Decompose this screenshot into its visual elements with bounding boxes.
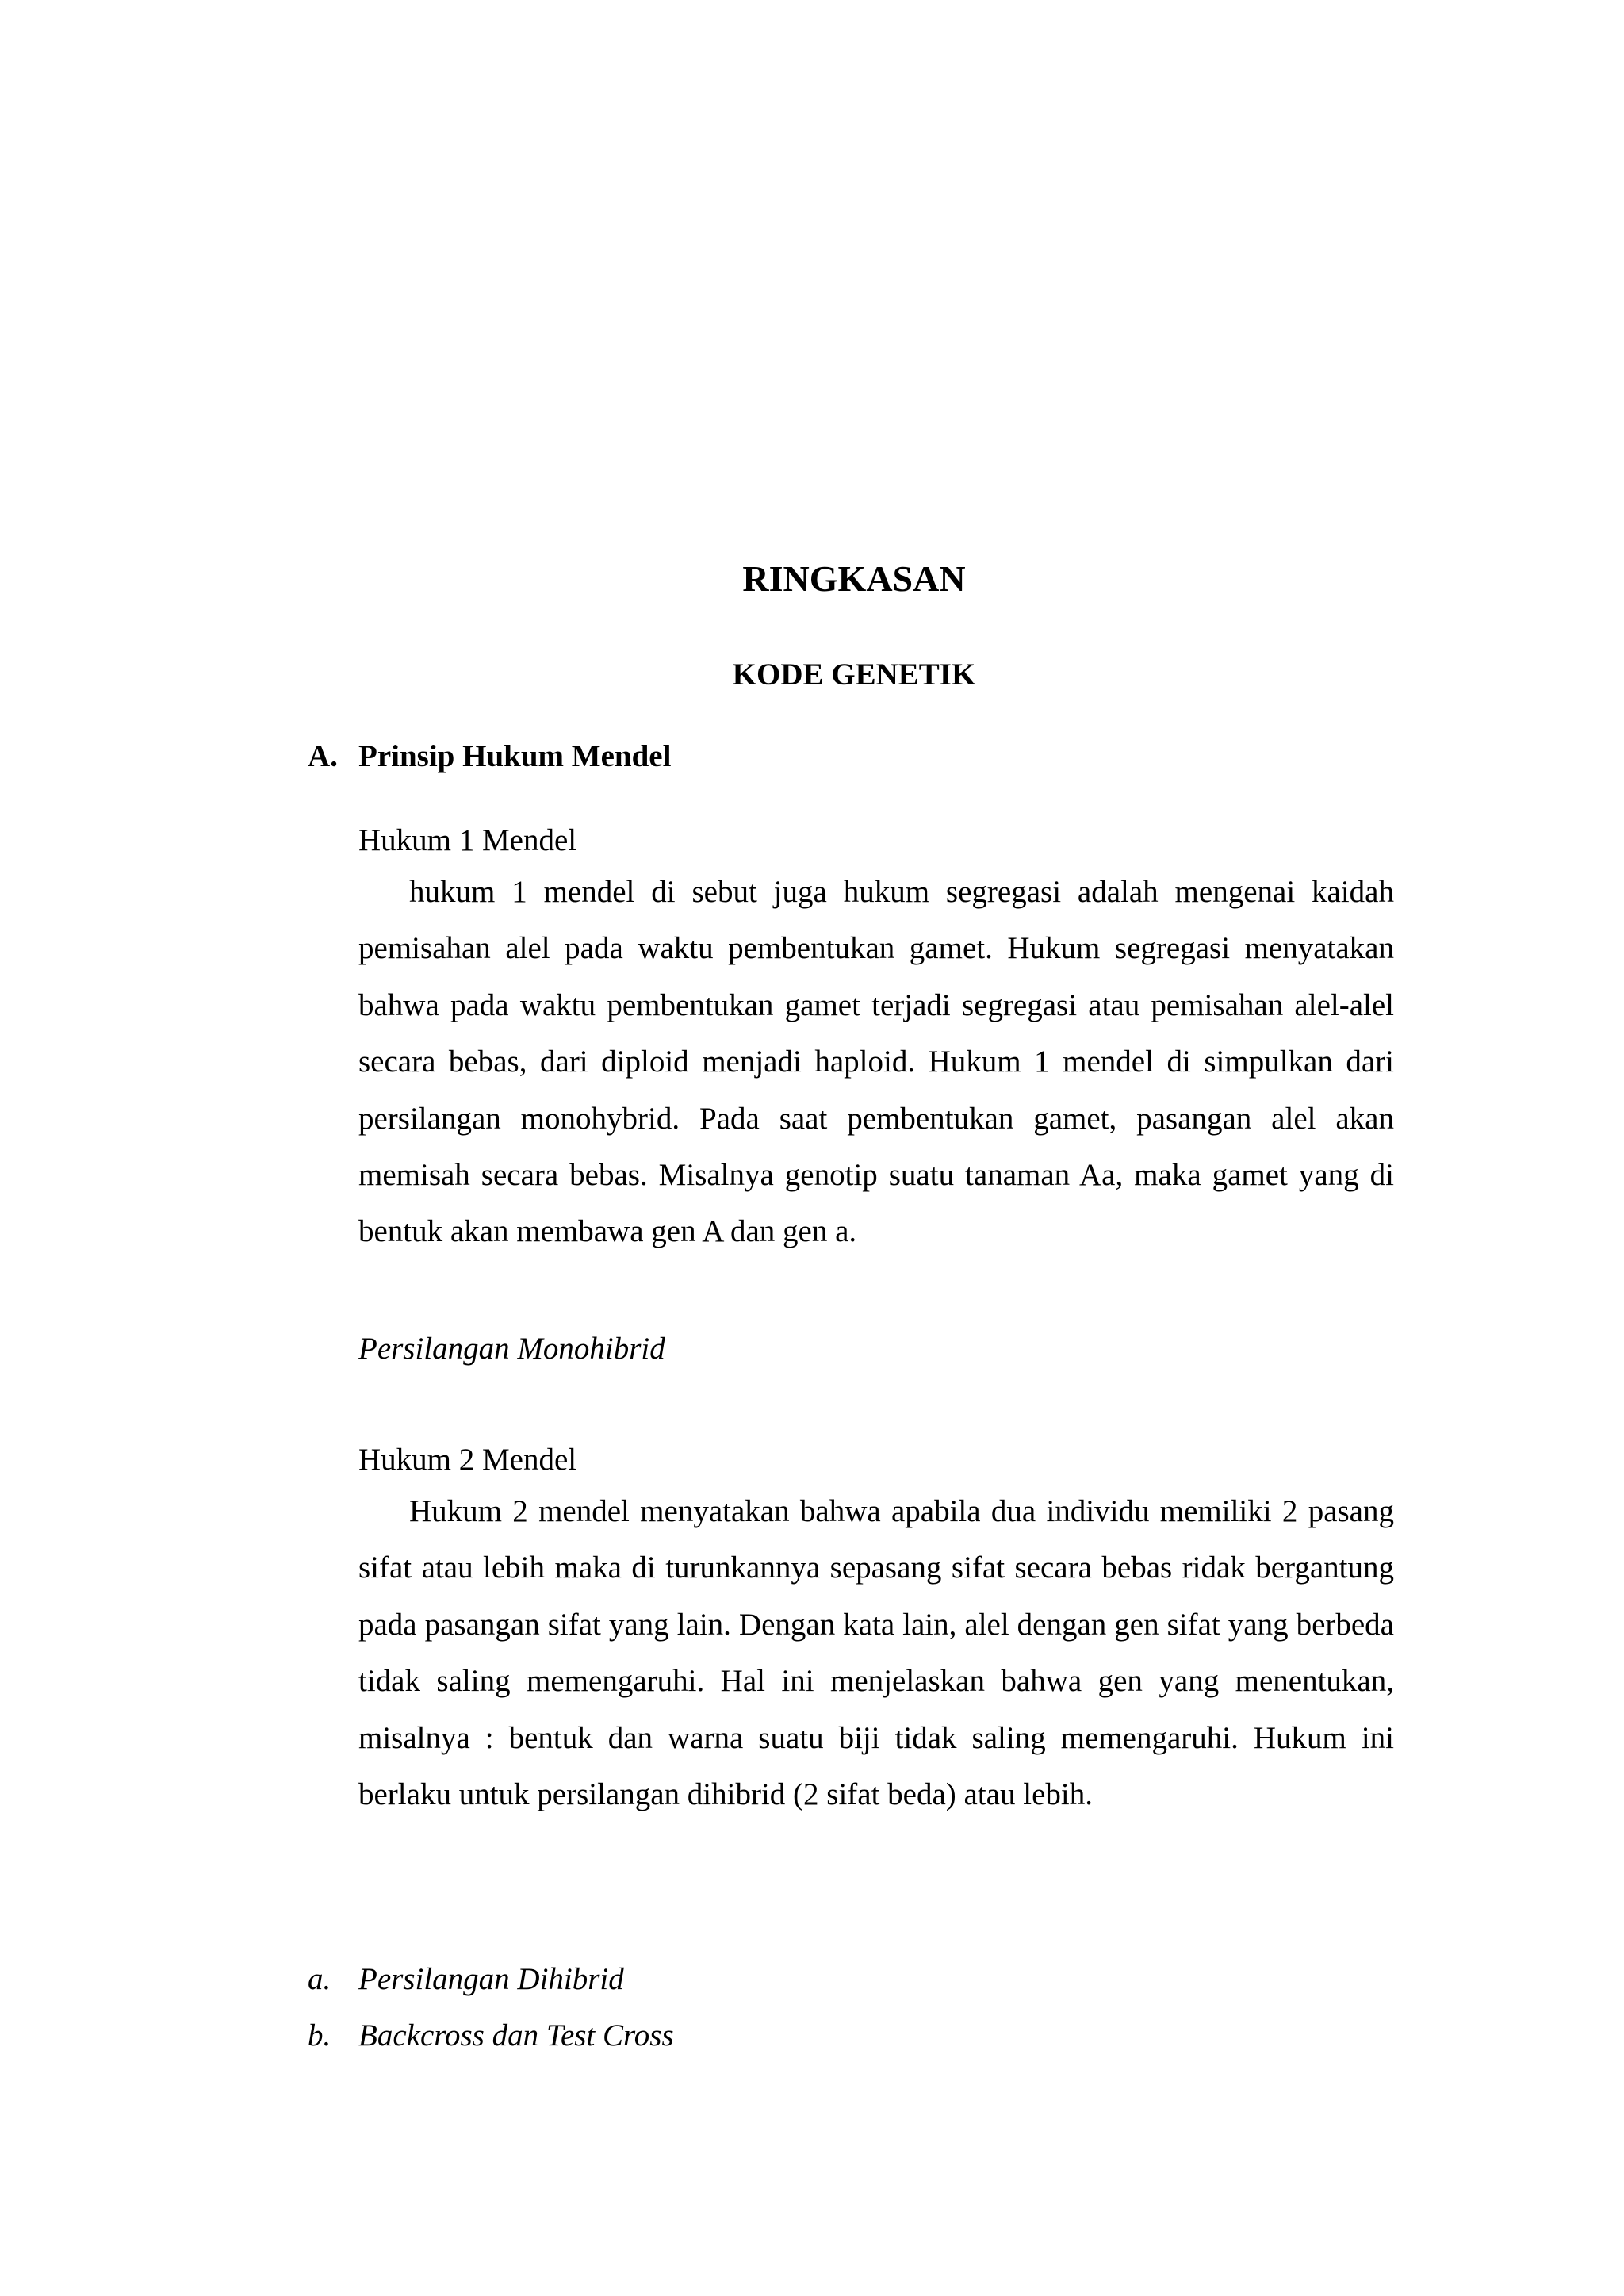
hukum1-paragraph: hukum 1 mendel di sebut juga hukum segregasi adalah mengenai kaidah pemisahan alel pada waktu pembentukan gamet. Hukum segregasi menyatakan bahwa pada waktu pembentukan gamet terjadi segregasi atau pemisahan alel-alel secara bebas, dari diploid menjadi haploid. Hukum 1 mendel di simpulkan dari persilangan monohybrid. Pada saat pembentukan gamet, pasangan alel akan memisah secara bebas. Misalnya genotip suatu tanaman Aa, maka gamet yang di bentuk akan membawa gen A dan gen a. [358,875,1394,1249]
topic-list [308,1951,674,2064]
hukum2-heading: Hukum 2 Mendel [358,1443,577,1477]
list-item-label: Persilangan Dihibrid [358,1962,624,1996]
list-item [308,1951,674,2007]
page-title: RINGKASAN [742,558,966,599]
section-heading-a [308,738,671,775]
section-heading-text: Prinsip Hukum Mendel [358,739,672,773]
page-subtitle: KODE GENETIK [732,657,976,692]
list-item-marker: a. [308,1962,331,1996]
section-marker: A. [308,739,338,773]
monohibrid-heading: Persilangan Monohibrid [358,1332,665,1366]
list-item-marker: b. [308,2018,331,2053]
list-item [308,2007,674,2064]
hukum2-paragraph: Hukum 2 mendel menyatakan bahwa apabila dua individu memiliki 2 pasang sifat atau lebih maka di turunkannya sepasang sifat secara bebas ridak bergantung pada pasangan sifat yang lain. Dengan kata lain, alel dengan gen sifat yang berbeda tidak saling memengaruhi. Hal ini menjelaskan bahwa gen yang menentukan, misalnya : bentuk dan warna suatu biji tidak saling memengaruhi. Hukum ini berlaku untuk persilangan dihibrid (2 sifat beda) atau lebih. [358,1494,1394,1812]
list-item-label: Backcross dan Test Cross [358,2018,674,2053]
hukum1-heading: Hukum 1 Mendel [358,823,577,857]
